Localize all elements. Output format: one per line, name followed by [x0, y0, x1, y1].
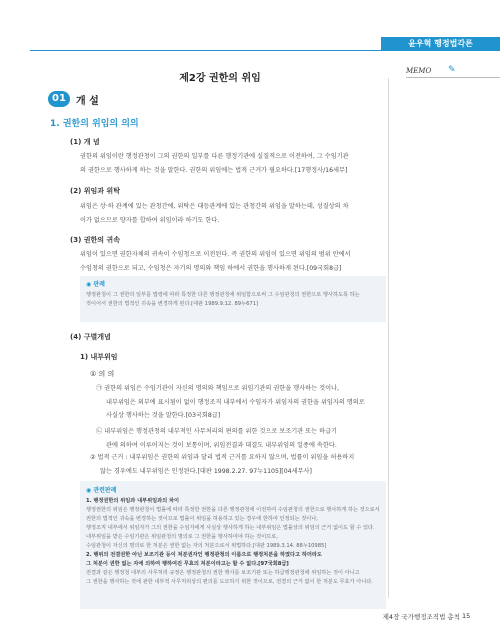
item3-text	[80, 248, 390, 275]
item4-b-line2: 관에 의하여 이루어지는 것이 보통이며, 위임전결과 대결도 내부위임의 일종에 속한다.	[106, 441, 337, 449]
info-icon: ◉	[86, 281, 94, 288]
header-tab: 윤우혁 행정법각론	[381, 37, 500, 50]
info-icon: ◉	[86, 487, 94, 494]
item1-title: (1) 개 념	[70, 138, 100, 146]
item4-ii-line2: 않는 경우에도 내부위임은 인정된다.[대판 1998.2.27. 97누1105][04세무사]	[100, 467, 312, 475]
precedent-note-text	[86, 291, 382, 309]
header-rule	[30, 50, 500, 51]
related-p2-line-b: 그 권한을 행사하는 것에 관한 내부적 사무처리상의 편의를 도모하기 위한 것이므로, 전결의 근거 없이 한 처분도 무효가 아니다.	[86, 579, 373, 585]
subsection-title: 1. 권한의 위임의 의의	[50, 119, 139, 129]
footer-chapter: 제4장 국가행정조직법 총칙	[382, 613, 460, 621]
item2-line-a: 위임은 상·하 관계에 있는 관청간에, 위탁은 대등관계에 있는 관청간의 위임을 말하는데, 성질상의 차	[80, 203, 349, 210]
item2-line-b: 이가 없으므로 양자를 합하여 위임이라 하기도 한다.	[80, 216, 220, 224]
related-p1-line-a: 행정권한의 위임은 행정관청이 법률에 따라 특정한 권한을 다른 행정관청에 이전하여 수임관청의 권한으로 행사하게 하는 것으로서	[86, 507, 380, 513]
related-p2-title: 2. 행위의 전결권한 아닌 보조기관 등이 처분권자인 행정관청의 이름으로 행정처분을 하였다고 하더라도	[86, 552, 322, 558]
item3-title: (3) 권한의 귀속	[70, 236, 120, 244]
related-p1-title: 1. 행정권한의 위임과 내부위임과의 차이	[86, 498, 179, 504]
related-p2-title-b: 그 처분이 권한 없는 자에 의하여 행하여진 무효의 처분이라고는 할 수 없다.[97국회8급]	[86, 561, 289, 567]
chapter-title: 제2강 권한의 위임	[179, 73, 261, 84]
item4-para-a	[96, 382, 392, 423]
item4-a-line3: 사실상 행사하는 것을 말한다.[03국회8급]	[106, 412, 221, 419]
item4-para-b	[96, 425, 392, 452]
memo-label: MEMO	[406, 67, 432, 75]
related-p1-line-e: 수임관청이 자신의 명의로 한 처분은 권한 없는 자의 처분으로서 위법하다.[대판 1989.3.14. 88누10985]	[86, 543, 327, 549]
precedent-note-line-a: 행정관청이 그 권한의 일부를 법령에 따라 특정한 다른 행정관청에 위임함으로써 그 수임관청의 권한으로 행사하도록 하는	[86, 292, 360, 298]
item1-line-a: 권한의 위임이란 행정관청이 그의 권한의 일부를 다른 행정기관에 실질적으로 이전하여, 그 수임기관	[80, 153, 349, 160]
related-p2-line-a: 전결과 같은 행정청 내부의 사무처리 규정은 행정관청의 권한 행사를 보조기관 또는 하급행정관청에 위임하는 것이 아니고	[86, 570, 360, 576]
related-p1-line-d: 내부위임을 받은 수임기관은 위임관청의 명의로 그 권한을 행사하여야 하는 것이므로,	[86, 534, 278, 540]
precedent-note-line-b: 것이어서 권한의 법적인 귀속을 변경하게 된다.[대판 1989.9.12. 89누671]	[86, 301, 259, 307]
related-precedent-heading-text: 관련판례	[93, 487, 117, 494]
item1-line-b: 의 권한으로 행사하게 하는 것을 말한다. 권한의 위임에는 법적 근거가 필요하다.[17행정사/16세무]	[80, 166, 348, 174]
item4-ii-line1: ② 법적 근거 : 내부위임은 권한의 위임과 달리 법적 근거를 요하지 않으며, 법률이 위임을 허용하지	[90, 454, 355, 461]
page-number: 15	[462, 612, 471, 620]
related-p1-line-b: 권한의 법적인 귀속을 변경하는 것이므로 법률이 위임을 허용하고 있는 경우에 한하여 인정되는 것이나,	[86, 516, 318, 522]
item4-sub-i: ① 의 의	[90, 370, 115, 378]
item4-b-line1: ㉡ 내부위임은 행정관청의 내부적인 사무처리의 편의를 위한 것으로 보조기관 또는 하급기	[96, 428, 338, 435]
item2-title: (2) 위임과 위탁	[70, 187, 120, 195]
item4-sub-title: 1) 내부위임	[80, 353, 118, 361]
item4-a-line2: 내부위임은 외부에 표시됨이 없이 행정조직 내부에서 수임자가 위임자의 권한을 위임자의 명의로	[106, 398, 365, 406]
pencil-icon: ✎	[448, 65, 456, 75]
item4-title: (4) 구별개념	[70, 333, 111, 341]
section-title: 개 설	[76, 96, 99, 107]
precedent-note-heading-text: 판례	[93, 281, 105, 288]
related-precedent-box	[80, 481, 386, 609]
item3-line-b: 수임청의 권한으로 되고, 수임청은 자기의 명의와 책임 하에서 권한을 행사하게 된다.[09국회8급]	[80, 264, 342, 272]
section-number-badge: 01	[48, 91, 70, 107]
related-p1-line-c: 행정조직 내부에서 위임자가 그의 권한을 수임자에게 사실상 행사하게 하는 내부위임은 법률상의 위임의 근거 없이도 할 수 있다.	[86, 525, 375, 531]
precedent-note-heading	[86, 279, 105, 288]
item2-text	[80, 200, 390, 227]
item4-para-ii	[90, 451, 390, 478]
memo-underline	[406, 77, 500, 78]
item4-a-line1: ㉠ 권한의 위임은 수임기관이 자신의 명의와 책임으로 위임기관의 권한을 행사하는 것이나,	[96, 385, 339, 392]
precedent-note-box	[80, 276, 386, 322]
related-precedent-heading	[86, 485, 117, 494]
item1-text	[80, 150, 390, 177]
related-precedent-text	[86, 497, 382, 587]
item3-line-a: 위임이 있으면 권한자체의 귀속이 수임청으로 이전된다. 즉 권한의 위임이 있으면 위임의 범위 안에서	[80, 251, 351, 258]
